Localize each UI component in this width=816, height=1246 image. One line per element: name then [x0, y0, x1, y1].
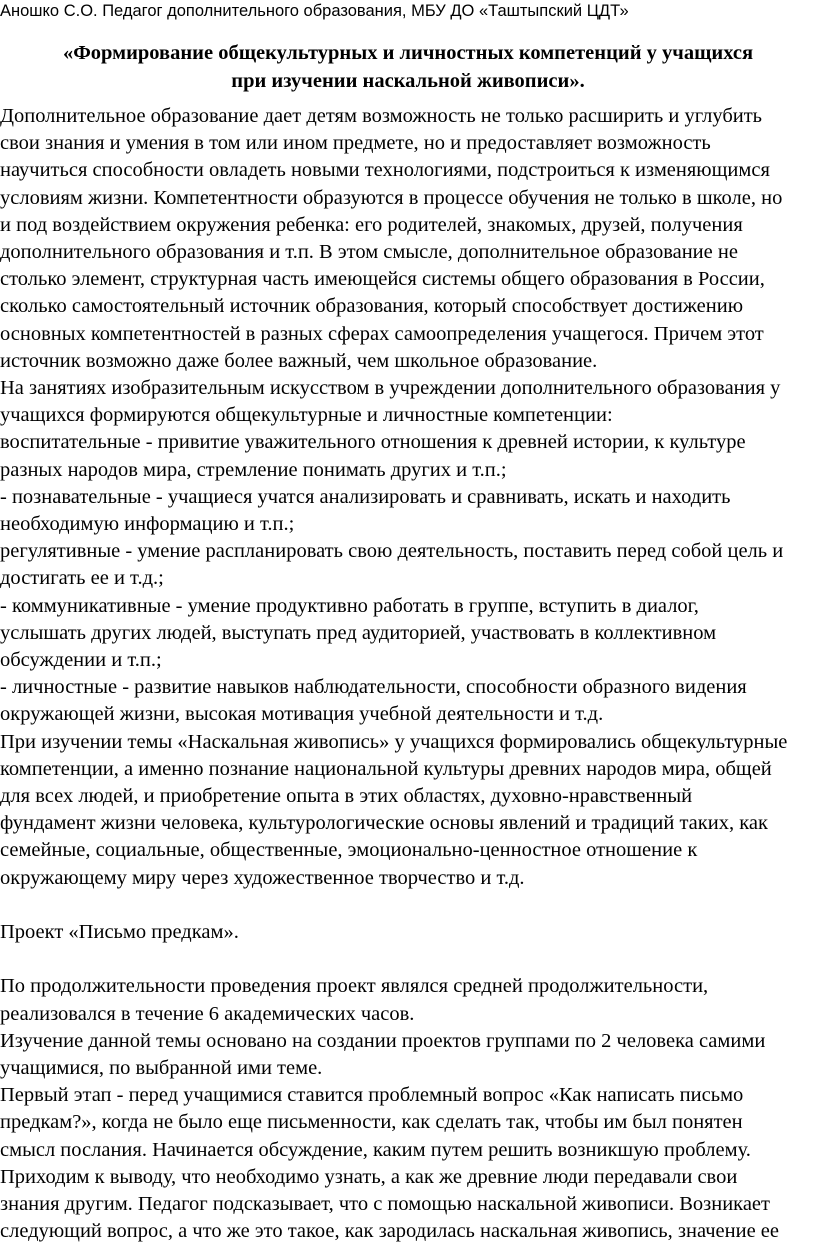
text-line: учащимися, по выбранной ими теме.	[0, 1057, 323, 1080]
text-line: дополнительного образования и т.п. В этом смысле, дополнительное образование не	[0, 241, 738, 264]
text-line: знания другим. Педагог подсказывает, что с помощью наскальной живописи. Возникает	[0, 1193, 770, 1216]
text-line: реализовался в течение 6 академических часов.	[0, 1002, 415, 1025]
text-line: обсуждении и т.п.;	[0, 649, 162, 672]
text-line: смысл послания. Начинается обсуждение, каким путем решить возникшую проблему.	[0, 1138, 751, 1161]
text-line: научиться способности овладеть новыми технологиями, подстроиться к изменяющимся	[0, 159, 770, 182]
text-line: семейные, социальные, общественные, эмоционально-ценностное отношение к	[0, 839, 698, 862]
text-line: Изучение данной темы основано на создании проектов группами по 2 человека самими	[0, 1029, 766, 1052]
text-line: для всех людей, и приобретение опыта в этих областях, духовно-нравственный	[0, 785, 693, 808]
text-line: Дополнительное образование дает детям возможность не только расширить и углубить	[0, 105, 763, 127]
text-line: учащихся формируются общекультурные и личностные компетенции:	[0, 404, 613, 427]
text-line: - личностные - развитие навыков наблюдательности, способности образного видения	[0, 676, 747, 699]
text-line: свои знания и умения в том или ином предмете, но и предоставляет возможность	[0, 132, 711, 155]
text-line: фундамент жизни человека, культурологические основы явлений и традиций таких, как	[0, 812, 768, 835]
text-line: воспитательные - привитие уважительного отношения к древней истории, к культуре	[0, 431, 746, 454]
text-line: На занятиях изобразительным искусством в учреждении дополнительного образования у	[0, 377, 781, 400]
text-line: - познавательные - учащиеся учатся анализировать и сравнивать, искать и находить	[0, 485, 731, 508]
text-line: Приходим к выводу, что необходимо узнать, а как же древние люди передавали свои	[0, 1165, 738, 1188]
blank-line	[0, 946, 816, 973]
text-line: Проект «Письмо предкам».	[0, 921, 239, 944]
text-line: и под воздействием окружения ребенка: его родителей, знакомых, друзей, получения	[0, 213, 743, 236]
document-title	[0, 39, 816, 95]
title-line-2: при изучении наскальной живописи».	[231, 70, 585, 92]
text-line: По продолжительности проведения проект являлся средней продолжительности,	[0, 975, 709, 998]
text-line: При изучении темы «Наскальная живопись» у учащихся формировались общекультурные	[0, 730, 788, 753]
text-line: регулятивные - умение распланировать свою деятельность, поставить перед собой цель и	[0, 540, 784, 563]
text-line: источник возможно даже более важный, чем школьное образование.	[0, 349, 598, 372]
blank-line	[0, 892, 816, 919]
text-line: - коммуникативные - умение продуктивно работать в группе, вступить в диалог,	[0, 594, 699, 617]
text-line: следующий вопрос, а что же это такое, как зародилась наскальная живопись, значение ее	[0, 1220, 779, 1243]
text-line: достигать ее и т.д.;	[0, 567, 164, 590]
text-line: компетенции, а именно познание национальной культуры древних народов мира, общей	[0, 757, 772, 780]
text-line: окружающему миру через художественное творчество и т.д.	[0, 866, 525, 889]
text-line: столько элемент, структурная часть имеющейся системы общего образования в России,	[0, 268, 765, 291]
text-line: сколько самостоятельный источник образования, который способствует достижению	[0, 295, 744, 318]
text-line: предкам?», когда не было еще письменности, как сделать так, чтобы им был понятен	[0, 1111, 743, 1134]
text-line: окружающей жизни, высокая мотивация учебной деятельности и т.д.	[0, 703, 604, 726]
title-line-1: «Формирование общекультурных и личностных компетенций у учащихся	[62, 42, 754, 64]
text-line: Первый этап - перед учащимися ставится проблемный вопрос «Как написать письмо	[0, 1084, 744, 1107]
document-header: Аношко С.О. Педагог дополнительного образования, МБУ ДО «Таштыпский ЦДТ»	[0, 2, 629, 20]
text-line: услышать других людей, выступать пред аудиторией, участвовать в коллективном	[0, 621, 717, 644]
document-body	[0, 103, 816, 1246]
text-line: условиям жизни. Компетентности образуются в процессе обучения не только в школе, но	[0, 186, 783, 209]
text-line: основных компетентностей в разных сферах самоопределения учащегося. Причем этот	[0, 322, 764, 345]
text-line: разных народов мира, стремление понимать других и т.п.;	[0, 458, 507, 481]
text-line: необходимую информацию и т.п.;	[0, 513, 295, 536]
